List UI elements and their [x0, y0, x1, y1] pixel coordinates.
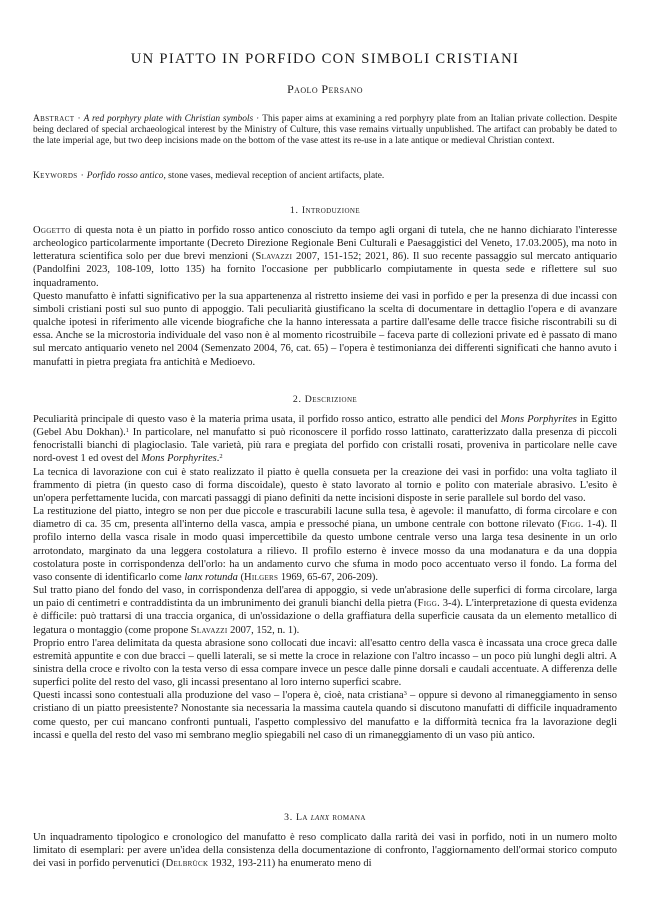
paragraph-text: in Egitto (Gebel Abu Dokhan). [33, 414, 617, 439]
paragraph-text: La restituzione del piatto, integro se non per due piccole e trascurabili lacune sulla tesa, è agevole: il manufatto, di forma circolare e con diametro di ca. 35 cm, presenta all'interno della vasca, ampia e pressoché piana, un umbone centrale con bottone rilevato ( [33, 506, 617, 531]
section-heading-descrizione [33, 394, 617, 405]
paragraph-text: 1969, 65-67, 206-209). [278, 571, 378, 583]
paragraph [33, 224, 617, 290]
paragraph-text: 2007, 151-152; 2021, 86). Il suo recente passaggio sul mercato antiquario (Pandolfini 2023, 108-109, lotto 135) ha fornito l'occasione per pubblicarlo compiutamente in questa sede e riflettere sul suo inquadramento. [33, 251, 617, 289]
figure-ref: Figg. [561, 519, 584, 531]
paragraph-text: ( [237, 571, 245, 583]
keywords-separator: · [80, 171, 84, 181]
paragraph-text: In particolare, nel manufatto si può riconoscere il porfido rosso lattinato, caratterizzato dalla presenza di piccoli fenocristalli bianchi di plagioclasio. Tale varietà, più rara e pregiata del porfido con cristalli rosati, proveniva in particolare nelle cave nord-ovest 1 ed ovest del [33, 427, 617, 465]
abstract-label: Abstract [33, 114, 75, 124]
paragraph [33, 584, 617, 637]
paragraph: Questo manufatto è infatti significativo per la sua appartenenza al ristretto insieme dei vasi in porfido e per la presenza di due incassi con simboli cristiani posti sul suo punto di appoggio. Tali peculiarità giustificano la scelta di documentare in dettaglio l'opera e di avanzare qualche ipotesi in riferimento alle vicende biografiche che la hanno interessata a partire dall'esame delle tracce fisiche riscontrabili su di essa. Anche se la microstoria individuale del vaso non è al momento ricostruibile – faceva parte di collezioni private ed è passato di mano sul mercato antiquario veneto nel 2004 (Semenzato 2004, 76, cat. 65) – l'opera è testimonianza dei differenti significati che hanno avuto i manufatti in pietra pregiata fra antichità e Medioevo. [33, 290, 617, 368]
paragraph: La tecnica di lavorazione con cui è stato realizzato il piatto è quella consueta per la creazione dei vasi in porfido: una volta tagliato il frammento di pietra (in questo caso di forma discoidale), questo è stato lavorato al tornio e polito con materiale abrasivo. L'esito è un'opera perfettamente lucida, con marcati passaggi di piano definiti da nette incisioni disposte in serie parallele sul bordo del vaso. [33, 466, 617, 504]
paragraph-text: . [216, 453, 220, 465]
abstract-separator-2: · [256, 114, 260, 124]
paragraph-text: 3-4). L'interpretazione di questa evidenza è difficile: può trattarsi di una traccia organica, di un'ossidazione o della graffiatura della superficie causata da un elemento metallico di legatura o montaggio (come propone [33, 598, 617, 636]
section-title-italic: lanx [310, 812, 330, 823]
paragraph-text: – oppure si devono al rimaneggiamento in senso cristiano di un piatto preesistente? Nonostante sia necessaria la massima cautela quando si discutono manufatti di difficile inquadramento come questo, per cui mancano confronti puntuali, l'aspetto complessivo del manufatto e la difformità tecnica fra la lavorazione degli incassi e quella del resto del vaso mi sembrano meglio spiegabili nel caso di un rimaneggiamento di un vaso più antico. [33, 690, 618, 741]
section-number: 3. [284, 812, 293, 823]
section-body-lanx-romana [33, 831, 617, 870]
italic-term: Mons Porphyrites [500, 414, 577, 425]
italic-term: Mons Porphyrites [141, 453, 217, 465]
figure-ref: Figg. [417, 598, 441, 610]
footnote-mark[interactable]: 3 [403, 690, 407, 698]
section-title: Introduzione [301, 205, 361, 216]
abstract [33, 114, 617, 148]
section-number: 2. [292, 394, 302, 405]
keywords-label: Keywords [33, 171, 78, 181]
section-heading-lanx-romana [33, 812, 617, 823]
paragraph: Proprio entro l'area delimitata da questa abrasione sono collocati due incavi: all'esatto centro della vasca è incassata una croce greca dalle estremità appuntite e con due bracci – quelli laterali, se si mette la croce in relazione con l'altro incasso – un poco più lunghi degli altri. A sinistra della croce e rivolto con la testa verso di essa compare invece un pesce dalle pinne dorsali e caudali accentuate. A differenza delle superfici polite del resto del vaso, gli incassi presentano al loro interno superfici scabre. [33, 637, 617, 689]
section-heading-introduzione [33, 205, 617, 216]
paragraph-text: 1-4). Il profilo interno della vasca risale in modo quasi impercettibile da questo umbone centrale verso una larga tesa desinente in un orlo arrotondato, marginato da una leggera costolatura a rilievo. Il profilo esterno è invece mosso da una modanatura e da una doppia costolatura poste in corrispondenza dell'orlo: ha un andamento curvo che sfuma in modo poco accentuato verso il fondo. La forma del vaso consente di identificarlo come [33, 519, 617, 583]
abstract-separator: · [77, 114, 81, 124]
paragraph [33, 505, 617, 584]
paragraph-text: 1932, 193-211) ha enumerato meno di [208, 858, 372, 870]
citation-author: Hilgers [244, 571, 279, 583]
footnote-mark[interactable]: 1 [125, 427, 130, 435]
section-body-introduzione [33, 224, 617, 369]
paragraph-text: Sul tratto piano del fondo del vaso, in corrispondenza dell'area di appoggio, si vede un'abrasione delle superfici di forma circolare, larga un paio di centimetri e contraddistinta da un imbrunimento dei granuli bianchi della pietra ( [33, 585, 617, 610]
paragraph-text: Questi incassi sono contestuali alla produzione del vaso – l'opera è, cioè, nata cristiana [33, 690, 404, 702]
paragraph [33, 413, 617, 466]
article-title: UN PIATTO IN PORFIDO CON SIMBOLI CRISTIANI [130, 51, 520, 67]
section-title: Descrizione [304, 394, 358, 405]
author-name [33, 82, 617, 97]
paragraph [33, 831, 617, 870]
abstract-english-title: A red porphyry plate with Christian symbols [83, 114, 254, 124]
section-title-pre: La [296, 812, 311, 823]
citation-author: Slavazzi [190, 624, 228, 636]
keywords-rest: , stone vases, medieval reception of ancient artifacts, plate. [163, 171, 385, 181]
citation-author: Delbrück [165, 858, 209, 870]
italic-term: lanx rotunda [184, 571, 238, 583]
paragraph-text: 2007, 152, n. 1). [227, 624, 300, 636]
paragraph [33, 689, 617, 742]
paragraph-text: Peculiarità principale di questo vaso è la materia prima usata, il porfido rosso antico, estratto alle pendici del [33, 414, 501, 425]
keywords-first: Porfido rosso antico [86, 171, 164, 181]
paragraph-text: di questa nota è un piatto in porfido rosso antico conosciuto da tempo agli organi di tutela, che ne hanno dichiarato l'interesse archeologico particolarmente importante (Decreto Direzione Regionale Beni Culturali e Paesaggistici del Veneto, 17.03.2005), ma noto in letteratura scientifica solo per due brevi menzioni ( [33, 225, 617, 263]
section-body-descrizione [33, 413, 617, 742]
abstract-text: This paper aims at examining a red porphyry plate from an Italian private collection. Despite being declared of special archaeological interest by the Ministry of Culture, this vase remains virtually unpublished. The artifact can probably be dated to the late imperial age, but two deep incisions made on the bottom of the vase attest its re-use in a late antique or medieval Christian context. [33, 114, 617, 147]
section-number: 1. [289, 205, 299, 216]
footnote-mark[interactable]: 2 [219, 453, 223, 461]
section-title-post: romana [329, 812, 366, 823]
author-name-text: Paolo Persano [287, 82, 363, 96]
paragraph-text: Un inquadramento tipologico e cronologico del manufatto è reso complicato dalla rarità dei vasi in porfido, noti in un numero molto limitato di esemplari: per avere un'idea della consistenza della documentazione di confronto, l'aggiornamento dell'ormai storico computo dei vasi in porfido pervenutici ( [33, 832, 617, 870]
paragraph-lead: Oggetto [33, 225, 71, 236]
keywords [33, 171, 617, 182]
citation-author: Slavazzi [255, 251, 293, 263]
